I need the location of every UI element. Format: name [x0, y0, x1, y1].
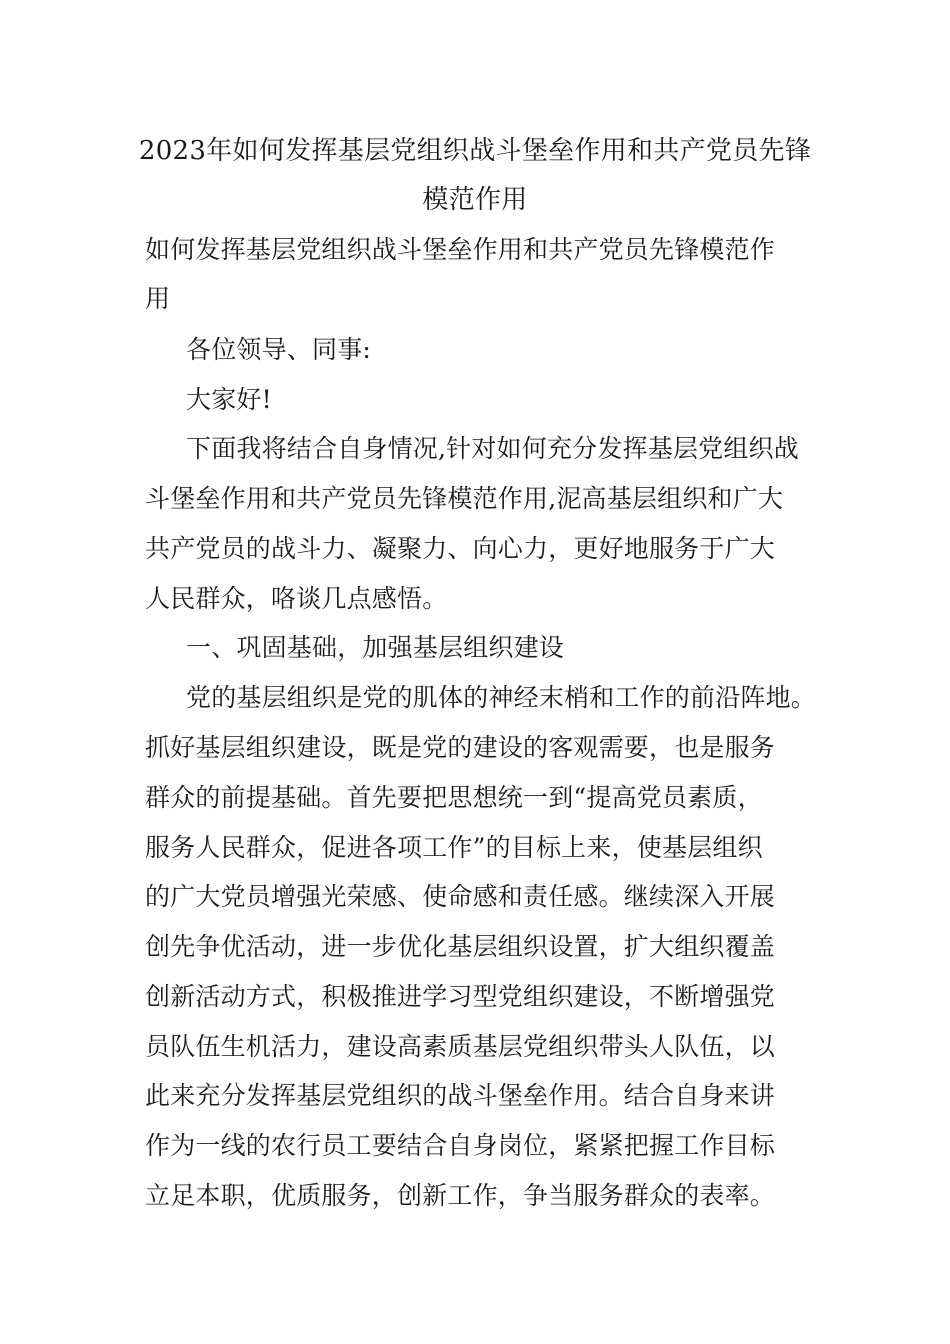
intro-line: 共产党员的战斗力、凝聚力、向心力，更好地服务于广大 [145, 534, 776, 563]
intro-line: 斗堡垒作用和共产党员先锋模范作用,泥高基层组织和广大 [145, 484, 784, 513]
greeting: 大家好! [186, 385, 272, 414]
body-line: 群众的前提基础。首先要把思想统一到“提高党员素质， [145, 783, 763, 812]
section-heading: 一、巩固基础，加强基层组织建设 [186, 633, 565, 662]
title-line-1: 2023年如何发挥基层党组织战斗堡垒作用和共产党员先锋 [138, 136, 812, 166]
body-line: 员队伍生机活力，建设高素质基层党组织带头人队伍，以 [145, 1032, 776, 1061]
body-line: 党的基层组织是党的肌体的神经末梢和工作的前沿阵地。 [186, 683, 817, 712]
body-line: 创新活动方式，积极推进学习型党组织建设，不断增强党 [145, 982, 776, 1011]
body-line: 服务人民群众，促进各项工作”的目标上来，使基层组织 [145, 833, 763, 862]
body-line: 的广大党员增强光荣感、使命感和责任感。继续深入开展 [145, 882, 776, 911]
salutation: 各位领导、同事: [186, 335, 372, 364]
subtitle-line-2: 用 [145, 284, 171, 313]
intro-line: 人民群众，咯谈几点感悟。 [145, 584, 448, 613]
body-line: 此来充分发挥基层党组织的战斗堡垒作用。结合自身来讲 [145, 1081, 776, 1110]
title-line-2: 模范作用 [422, 185, 528, 215]
intro-line: 下面我将结合自身情况,针对如何充分发挥基层党组织战 [186, 434, 799, 463]
body-line: 立足本职，优质服务，创新工作，争当服务群众的表率。 [145, 1181, 776, 1210]
body-line: 抓好基层组织建设，既是党的建设的客观需要，也是服务 [145, 733, 776, 762]
body-line: 作为一线的农行员工要结合自身岗位，紧紧把握工作目标 [145, 1131, 776, 1160]
body-line: 创先争优活动，进一步优化基层组织设置，扩大组织覆盖 [145, 932, 776, 961]
subtitle-line-1: 如何发挥基层党组织战斗堡垒作用和共产党员先锋模范作 [145, 235, 776, 264]
